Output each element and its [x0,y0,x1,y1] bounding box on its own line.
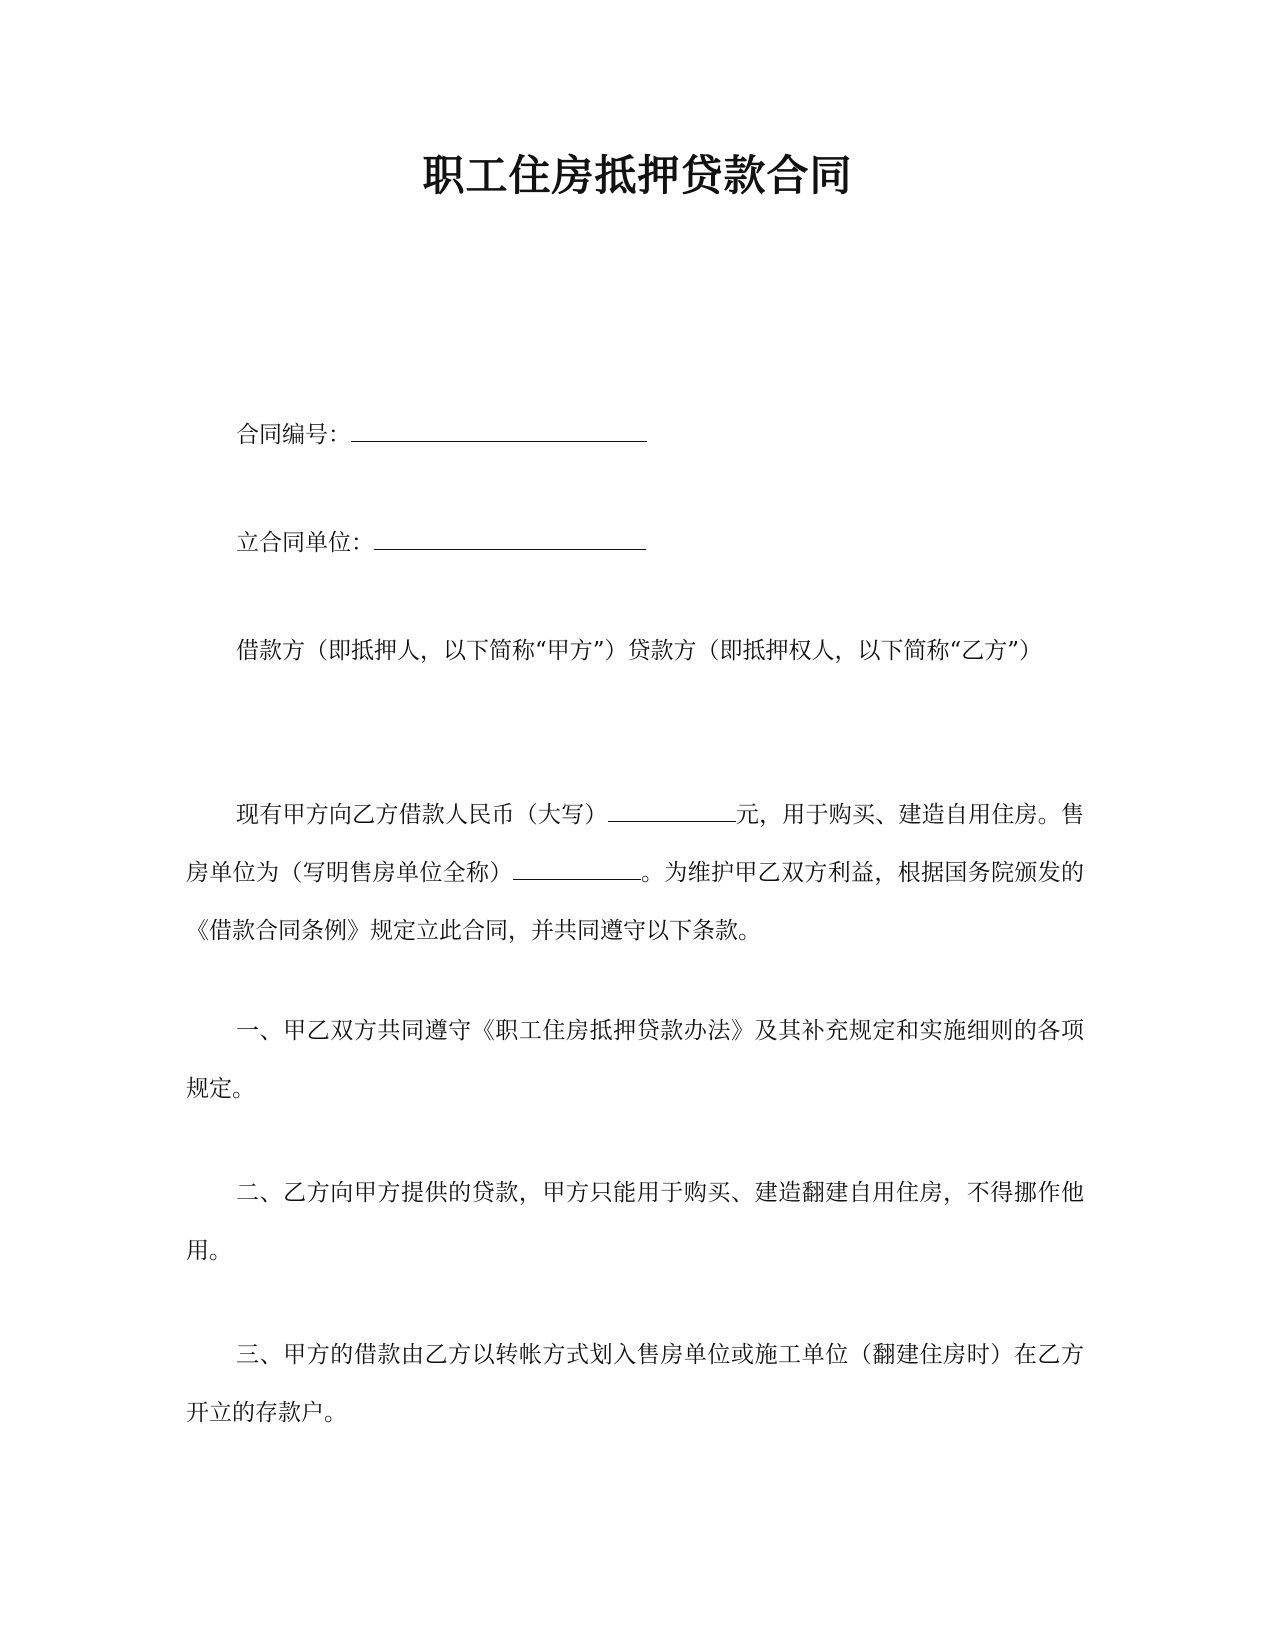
seller-name-blank [513,859,641,880]
party-unit-label: 立合同单位： [236,530,374,556]
contract-number-blank [351,421,647,442]
intro-text-2: 元，用于购买、建造自用住房。售房单位为（写明售房单位全称） [186,802,1085,886]
contract-number-line [186,406,1084,464]
document-title: 职工住房抵押贷款合同 [422,151,853,200]
party-unit-line [186,514,1084,572]
parties-paragraph: 借款方（即抵押人，以下简称“甲方”）贷款方（即抵押权人，以下简称“乙方”） [236,638,1043,664]
contract-number-label: 合同编号： [236,422,351,448]
clause-1: 一、甲乙双方共同遵守《职工住房抵押贷款办法》及其补充规定和实施细则的各项规定。 [186,1018,1084,1102]
intro-text-3: 。为维护甲乙双方利益，根据国务院颁发的《借款合同条例》规定立此合同，并共同遵守以下条款。 [186,860,1085,944]
intro-text-1: 现有甲方向乙方借款人民币（大写） [236,802,608,828]
party-unit-blank [374,529,646,550]
intro-paragraph [186,786,1084,960]
loan-amount-blank [608,801,736,822]
clause-2: 二、乙方向甲方提供的贷款，甲方只能用于购买、建造翻建自用住房，不得挪作他用。 [186,1180,1084,1264]
clause-3: 三、甲方的借款由乙方以转帐方式划入售房单位或施工单位（翻建住房时）在乙方开立的存款户。 [186,1342,1084,1426]
